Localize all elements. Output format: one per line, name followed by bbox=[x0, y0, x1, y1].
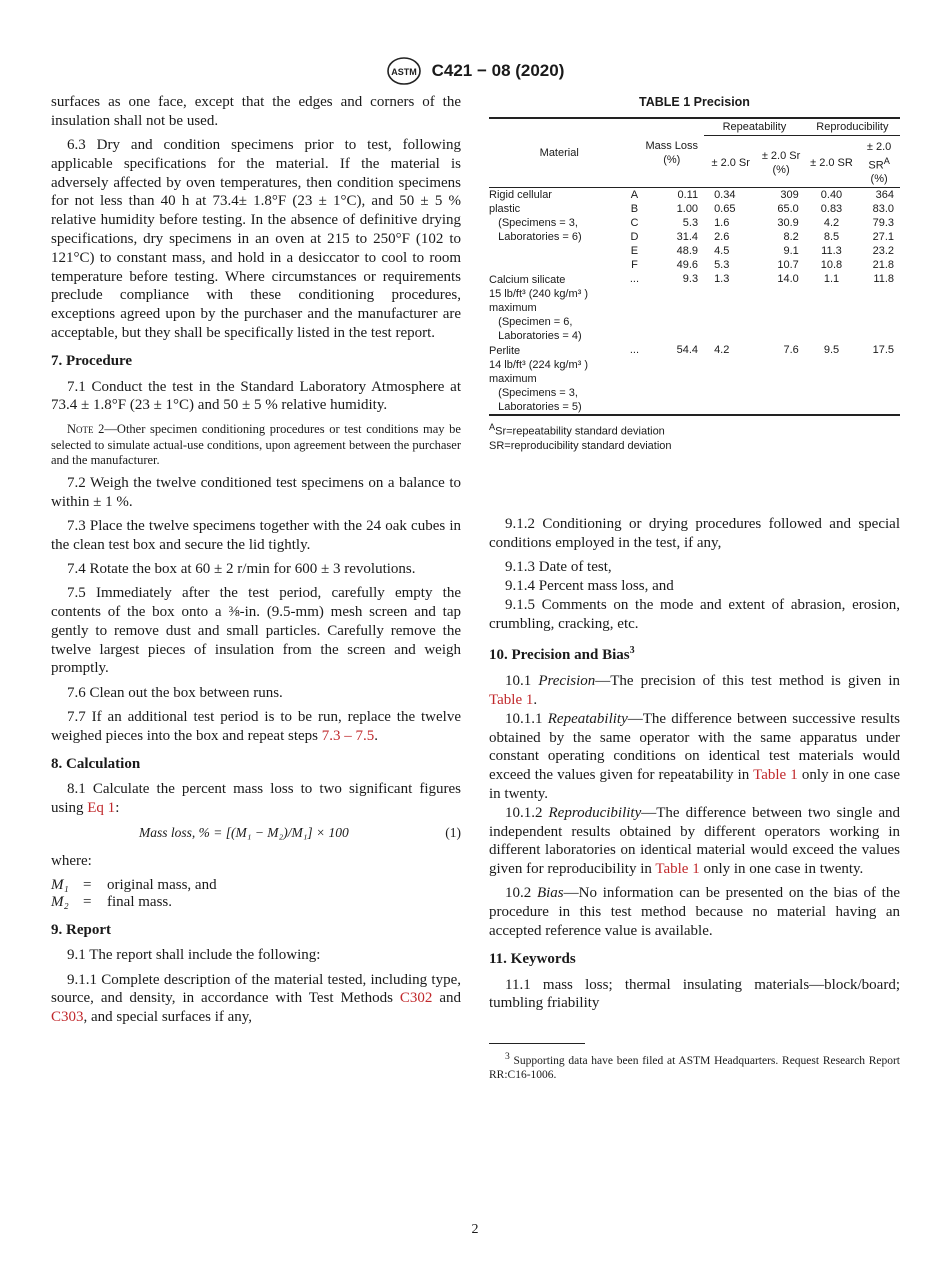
material-label: (Specimens = 3, bbox=[489, 387, 578, 400]
specimen-id: ... bbox=[629, 344, 640, 357]
empty-cell bbox=[704, 400, 757, 415]
cell-SR-pct: 79.3 bbox=[872, 217, 894, 230]
cell-SR-pct: 21.8 bbox=[872, 259, 894, 272]
text: Bias bbox=[536, 885, 564, 902]
col-sr: ± 2.0 Sr bbox=[704, 135, 757, 188]
paragraph-7-1: 7.1 Conduct the test in the Standard Laboratory Atmosphere at 73.4 ± 1.8°F (23 ± 1°C) and 50 ± 5 % relative humidity. bbox=[51, 378, 461, 414]
empty-cell bbox=[805, 315, 858, 329]
material-label: 15 lb/ft³ (240 kg/m³ ) bbox=[489, 288, 589, 301]
text: Reproducibility bbox=[548, 804, 642, 821]
note-label: Note 2 bbox=[67, 422, 105, 437]
note-text: —Other specimen conditioning procedures or test conditions may be selected to simulate actual-use conditions, upon agreement between the purchaser and the manufacturer. bbox=[51, 422, 461, 468]
cell-mass-loss: 54.4 bbox=[676, 344, 699, 357]
cell-sr: 4.5 bbox=[714, 245, 730, 258]
empty-cell bbox=[704, 372, 757, 386]
empty-cell bbox=[639, 301, 704, 315]
cell-SR-pct: 83.0 bbox=[872, 203, 894, 216]
paragraph-7-7 bbox=[51, 708, 461, 746]
empty-cell bbox=[629, 400, 639, 415]
material-label: (Specimen = 6, bbox=[489, 316, 573, 329]
cell-sr-pct: 30.9 bbox=[777, 217, 799, 230]
table-row bbox=[489, 272, 900, 287]
empty-cell bbox=[805, 329, 858, 343]
table-row bbox=[489, 216, 900, 230]
cell-mass-loss: 0.11 bbox=[677, 189, 699, 202]
c302-link[interactable]: C302 bbox=[399, 990, 433, 1007]
material-label: Laboratories = 4) bbox=[489, 330, 582, 343]
left-column bbox=[51, 93, 461, 1033]
table-row bbox=[489, 244, 900, 258]
text: , and special surfaces if any, bbox=[83, 1009, 253, 1026]
footnote-marker: 3 bbox=[505, 1051, 510, 1063]
header-line: SR bbox=[868, 159, 884, 172]
equals: = bbox=[83, 876, 92, 893]
empty-cell bbox=[858, 400, 900, 415]
cell-sr: 5.3 bbox=[714, 259, 730, 272]
empty-cell bbox=[757, 372, 804, 386]
astm-logo bbox=[386, 56, 422, 86]
table-row bbox=[489, 343, 900, 358]
footnote-marker: A bbox=[489, 422, 496, 433]
empty-cell bbox=[629, 372, 639, 386]
cell-sr-pct: 8.2 bbox=[783, 231, 799, 244]
text: Repeatability bbox=[547, 710, 628, 727]
material-label: (Specimens = 3, bbox=[489, 217, 578, 230]
empty-cell bbox=[805, 386, 858, 400]
heading-precision-bias bbox=[489, 642, 900, 665]
material-label: maximum bbox=[489, 373, 537, 386]
empty-cell bbox=[639, 287, 704, 301]
table-row bbox=[489, 386, 900, 400]
text: —The precision of this test method is given in bbox=[595, 673, 900, 690]
paragraph-7-5: 7.5 Immediately after the test period, carefully empty the contents of the box onto a ⅜-in. (9.5-mm) mesh screen and tap gently to remove dust and small particles. Carefully remove the twelve largest pieces of insulation from the screen and weigh promptly. bbox=[51, 585, 461, 677]
empty-cell bbox=[805, 372, 858, 386]
specimen-id: D bbox=[630, 231, 639, 244]
text: 7.7 If an additional test period is to be run, replace the twelve weighed pieces into the box and repeat steps bbox=[51, 709, 461, 744]
empty-cell bbox=[639, 329, 704, 343]
cell-sr: 0.34 bbox=[714, 189, 736, 202]
text: 10.2 bbox=[505, 885, 537, 902]
specimen-id: A bbox=[630, 189, 639, 202]
empty-cell bbox=[639, 315, 704, 329]
empty-cell bbox=[704, 386, 757, 400]
cell-SR-pct: 23.2 bbox=[872, 245, 894, 258]
empty-cell bbox=[858, 315, 900, 329]
empty-cell bbox=[629, 301, 639, 315]
empty-cell bbox=[629, 287, 639, 301]
equation-lhs: Mass loss, % = bbox=[139, 824, 223, 840]
paragraph-9-1-3: 9.1.3 Date of test, bbox=[505, 559, 612, 576]
right-column bbox=[489, 93, 900, 1082]
empty-cell bbox=[629, 315, 639, 329]
paragraph-10-1-1 bbox=[489, 710, 900, 804]
paragraph-9-1-4: 9.1.4 Percent mass loss, and bbox=[505, 578, 674, 594]
empty-cell bbox=[757, 358, 804, 372]
page-header bbox=[0, 56, 950, 86]
text: . bbox=[374, 727, 378, 744]
cell-sr-pct: 14.0 bbox=[777, 273, 799, 286]
empty-cell bbox=[704, 315, 757, 329]
empty-cell bbox=[639, 386, 704, 400]
paragraph-9-1-5: 9.1.5 Comments on the mode and extent of abrasion, erosion, crumbling, cracking, etc. bbox=[489, 596, 900, 632]
m1-symbol: M₁ bbox=[51, 876, 69, 893]
equals: = bbox=[83, 893, 92, 910]
heading-text: 10. Precision and Bias bbox=[489, 647, 630, 664]
cell-SR: 10.8 bbox=[820, 259, 843, 272]
text: . bbox=[533, 691, 538, 708]
empty-cell bbox=[704, 287, 757, 301]
empty-cell bbox=[629, 386, 639, 400]
paragraph-7-6: 7.6 Clean out the box between runs. bbox=[67, 684, 283, 701]
material-label: 14 lb/ft³ (224 kg/m³ ) bbox=[489, 359, 589, 372]
equation-number: (1) bbox=[445, 824, 461, 840]
cell-sr: 2.6 bbox=[714, 231, 730, 244]
material-label: Laboratories = 6) bbox=[489, 231, 582, 244]
footnote-ref: 3 bbox=[629, 645, 635, 657]
table-row bbox=[489, 287, 900, 301]
paragraph-9-1: 9.1 The report shall include the following: bbox=[67, 947, 321, 964]
paragraph-10-2 bbox=[489, 884, 900, 940]
empty-cell bbox=[805, 400, 858, 415]
empty-cell bbox=[704, 329, 757, 343]
cell-mass-loss: 9.3 bbox=[682, 273, 699, 286]
paragraph-continued: surfaces as one face, except that the edges and corners of the insulation shall not be used. bbox=[51, 94, 461, 129]
table-row bbox=[489, 188, 900, 203]
note-2 bbox=[51, 422, 461, 469]
table-row bbox=[489, 230, 900, 244]
empty-cell bbox=[858, 301, 900, 315]
paragraph-7-2: 7.2 Weigh the twelve conditioned test specimens on a balance to within ± 1 %. bbox=[51, 474, 461, 510]
cell-mass-loss: 5.3 bbox=[682, 217, 699, 230]
cell-mass-loss: 1.00 bbox=[676, 203, 699, 216]
astm-logo-text: ASTM bbox=[390, 67, 417, 77]
text: 8.1 Calculate the percent mass loss to two significant figures using bbox=[51, 781, 461, 817]
cell-sr-pct: 7.6 bbox=[783, 344, 799, 357]
cell-sr-pct: 65.0 bbox=[777, 203, 799, 216]
cell-sr: 4.2 bbox=[714, 344, 730, 357]
heading-procedure: 7. Procedure bbox=[51, 352, 133, 369]
heading-keywords: 11. Keywords bbox=[489, 950, 576, 967]
col-repeatability: Repeatability bbox=[704, 118, 805, 136]
cell-SR-pct: 27.1 bbox=[872, 231, 894, 244]
empty-cell bbox=[757, 287, 804, 301]
material-label bbox=[489, 258, 629, 272]
footnote-3 bbox=[489, 1050, 900, 1082]
cell-sr-pct: 9.1 bbox=[783, 245, 799, 258]
cell-SR: 1.1 bbox=[823, 273, 840, 286]
footnote-text: Sr=repeatability standard deviation bbox=[495, 426, 665, 439]
empty-cell bbox=[629, 358, 639, 372]
cell-sr: 0.65 bbox=[714, 203, 736, 216]
material-label: Laboratories = 5) bbox=[489, 401, 582, 414]
col-material: Material bbox=[489, 118, 629, 188]
empty-cell bbox=[757, 400, 804, 415]
paragraph-10-1 bbox=[489, 672, 900, 710]
m2-definition: final mass. bbox=[107, 893, 172, 910]
table1-link[interactable]: Table 1 bbox=[753, 767, 798, 784]
material-label bbox=[489, 244, 629, 258]
specimen-id: F bbox=[631, 259, 638, 272]
empty-cell bbox=[858, 358, 900, 372]
table-footnotes bbox=[489, 420, 900, 453]
text: 10.1 bbox=[505, 673, 539, 690]
table-body bbox=[489, 188, 900, 416]
empty-cell bbox=[639, 358, 704, 372]
text: 10.1.2 bbox=[505, 804, 549, 821]
empty-cell bbox=[757, 315, 804, 329]
col-SR-pct bbox=[858, 135, 900, 188]
table1-link[interactable]: Table 1 bbox=[489, 691, 534, 708]
material-label: Calcium silicate bbox=[489, 274, 566, 287]
paragraph-6-3: 6.3 Dry and condition specimens prior to test, following applicable specifications for the material. If the material is adversely affected by oven temperatures, then condition specimens for not less than 40 h at 73.4± 1.8°F (23 ± 1°C), and 50 ± 5 % relative humidity before testing. In the absence of definitive drying specifications, dry specimens in an oven at 215 to 250°F (102 to 121°C) to constant mass, and hold in a desiccator to cool to room temperature before testing. Where circumstances or requirements preclude compliance with these conditioning procedures, exceptions agreed upon by the purchaser and the manufacturer are acceptable, but they shall be specifically listed in the test report. bbox=[51, 137, 461, 342]
footnote-divider bbox=[489, 1043, 585, 1044]
cell-SR-pct: 11.8 bbox=[873, 273, 894, 286]
cell-SR: 0.83 bbox=[820, 203, 843, 216]
footnote-a bbox=[489, 420, 900, 439]
cell-sr: 1.6 bbox=[714, 217, 730, 230]
cell-sr: 1.3 bbox=[714, 273, 730, 286]
cell-mass-loss: 31.4 bbox=[676, 231, 699, 244]
c303-link[interactable]: C303 bbox=[51, 1009, 84, 1026]
cell-SR-pct: 17.5 bbox=[872, 344, 894, 357]
material-label: Rigid cellular bbox=[489, 189, 552, 202]
text: 10.1.1 bbox=[505, 710, 548, 727]
cell-sr-pct: 10.7 bbox=[777, 259, 799, 272]
cell-SR: 0.40 bbox=[820, 189, 843, 202]
m1-definition: original mass, and bbox=[107, 876, 217, 893]
equation-rhs: [(M₁ − M₂)/M₁] × 100 bbox=[225, 824, 349, 840]
empty-cell bbox=[757, 301, 804, 315]
paragraph-9-1-1 bbox=[51, 971, 461, 1027]
eq1-link[interactable]: Eq 1 bbox=[87, 800, 116, 817]
material-label: maximum bbox=[489, 302, 537, 315]
page-number: 2 bbox=[471, 1222, 479, 1237]
empty-cell bbox=[704, 358, 757, 372]
steps-link[interactable]: 7.3 – 7.5 bbox=[321, 727, 375, 744]
text: —The difference between successive results obtained by the same operator with the same apparatus under constant operating conditions on identical test materials would exceed the values given for repeatability in bbox=[489, 710, 901, 784]
material-label: plastic bbox=[489, 203, 521, 216]
table-title: TABLE 1 Precision bbox=[639, 95, 750, 109]
empty-cell bbox=[805, 301, 858, 315]
empty-cell bbox=[629, 329, 639, 343]
m2-symbol: M₂ bbox=[51, 893, 69, 910]
equation-1 bbox=[51, 824, 461, 843]
specimen-id: E bbox=[630, 245, 639, 258]
text: 9.1.1 Complete description of the material tested, including type, source, and density, in accordance with Test Methods bbox=[51, 971, 461, 1007]
empty-cell bbox=[757, 386, 804, 400]
empty-cell bbox=[858, 287, 900, 301]
footnote-marker: A bbox=[883, 155, 890, 166]
table-row bbox=[489, 329, 900, 343]
col-SR: ± 2.0 SR bbox=[805, 135, 858, 188]
empty-cell bbox=[805, 358, 858, 372]
cell-mass-loss: 48.9 bbox=[676, 245, 699, 258]
table1-link[interactable]: Table 1 bbox=[655, 861, 700, 878]
table-row bbox=[489, 358, 900, 372]
col-reproducibility: Reproducibility bbox=[805, 118, 900, 136]
header-line: ± 2.0 bbox=[866, 140, 892, 153]
cell-sr-pct: 309 bbox=[780, 189, 799, 202]
specimen-id: C bbox=[630, 217, 639, 230]
cell-SR: 4.2 bbox=[823, 217, 840, 230]
empty-cell bbox=[858, 386, 900, 400]
text: : bbox=[115, 800, 120, 817]
empty-cell bbox=[805, 287, 858, 301]
cell-SR: 8.5 bbox=[823, 231, 840, 244]
table-row bbox=[489, 202, 900, 216]
material-label: Perlite bbox=[489, 345, 521, 358]
footnote-b: SR=reproducibility standard deviation bbox=[489, 440, 672, 453]
paragraph-7-4: 7.4 Rotate the box at 60 ± 2 r/min for 600 ± 3 revolutions. bbox=[67, 560, 416, 577]
paragraph-8-1 bbox=[51, 780, 461, 818]
paragraph-9-1-2: 9.1.2 Conditioning or drying procedures followed and special conditions employed in the test, if any, bbox=[489, 516, 900, 551]
col-mass-loss: Mass Loss (%) bbox=[639, 118, 704, 188]
text: only in one case in twenty. bbox=[699, 861, 864, 878]
header-line: (%) bbox=[870, 173, 888, 186]
empty-cell bbox=[639, 372, 704, 386]
paragraph-7-3: 7.3 Place the twelve specimens together with the 24 oak cubes in the clean test box and secure the lid tightly. bbox=[51, 517, 461, 553]
text: —The difference between two single and independent results obtained by different operators working in different laboratories on identical material would exceed the values given for reproducibility in bbox=[489, 804, 901, 878]
text: and bbox=[432, 990, 461, 1007]
empty-cell bbox=[639, 400, 704, 415]
paragraph-11-1: 11.1 mass loss; thermal insulating materials—block/board; tumbling friability bbox=[489, 976, 900, 1012]
empty-cell bbox=[704, 301, 757, 315]
table-row bbox=[489, 301, 900, 315]
paragraph-10-1-2 bbox=[489, 804, 900, 879]
footnote-text: Supporting data have been filed at ASTM Headquarters. Request Research Report RR:C16-1006. bbox=[489, 1055, 900, 1082]
cell-SR-pct: 364 bbox=[875, 189, 894, 202]
table-row bbox=[489, 400, 900, 415]
table-row bbox=[489, 258, 900, 272]
text: Precision bbox=[538, 673, 596, 690]
document-designation: C421 − 08 (2020) bbox=[431, 61, 565, 80]
cell-SR: 11.3 bbox=[821, 245, 842, 258]
heading-report: 9. Report bbox=[51, 921, 111, 938]
col-sr-pct: ± 2.0 Sr (%) bbox=[757, 135, 804, 188]
cell-mass-loss: 49.6 bbox=[676, 259, 699, 272]
cell-SR: 9.5 bbox=[823, 344, 840, 357]
empty-cell bbox=[858, 372, 900, 386]
variable-definitions bbox=[51, 877, 217, 911]
text: only in one case in twenty. bbox=[489, 767, 900, 802]
specimen-id: B bbox=[630, 203, 639, 216]
empty-cell bbox=[858, 329, 900, 343]
table-row bbox=[489, 315, 900, 329]
precision-table bbox=[489, 117, 900, 417]
text: —No information can be presented on the bias of the procedure in this test method because no material having an accepted reference value is available. bbox=[489, 885, 901, 940]
empty-cell bbox=[757, 329, 804, 343]
table-row bbox=[489, 372, 900, 386]
where-label: where: bbox=[51, 853, 92, 870]
specimen-id: ... bbox=[629, 273, 640, 286]
heading-calculation: 8. Calculation bbox=[51, 755, 141, 772]
